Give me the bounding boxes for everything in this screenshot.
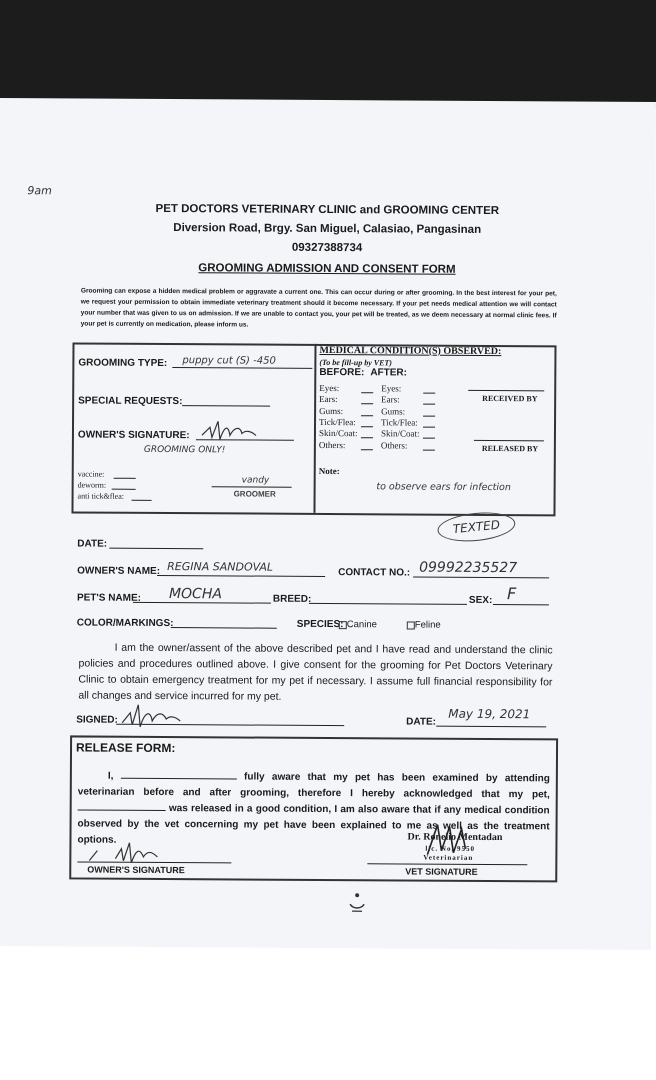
- signed-date-line[interactable]: [436, 726, 546, 728]
- scan-background-top: [0, 0, 656, 108]
- sex-value: F: [506, 584, 517, 604]
- after-label: AFTER:: [370, 367, 408, 379]
- medical-before-label: Skin/Coat:: [318, 428, 358, 439]
- vaccine-label: vaccine:: [77, 469, 105, 479]
- medical-before-label: Gums:: [319, 405, 344, 416]
- contact-value: 09992235527: [419, 559, 518, 577]
- release-name-line[interactable]: [121, 769, 237, 780]
- medical-after-line[interactable]: [423, 415, 435, 416]
- medical-before-line[interactable]: [361, 415, 373, 416]
- medical-before-label: Ears:: [319, 394, 338, 405]
- release-text-a: fully aware that my pet has been examined by attending veterinarian before and after grooming, therefore I hereby acknowledged that my pet,: [77, 771, 550, 801]
- medical-subtitle: (To be fill-up by VET): [319, 357, 393, 368]
- groomer-name: vandy: [241, 475, 270, 486]
- medical-before-line[interactable]: [361, 437, 373, 438]
- medical-after-label: Skin/Coat:: [380, 428, 420, 439]
- feline-checkbox[interactable]: [407, 621, 415, 629]
- medical-before-line[interactable]: [361, 404, 373, 405]
- medical-before-label: Tick/Flea:: [319, 416, 356, 428]
- vet-name: Dr. Ronelio Mentadan: [407, 831, 503, 844]
- owner-signature-label: OWNER'S SIGNATURE:: [77, 429, 190, 442]
- medical-before-line[interactable]: [361, 449, 373, 450]
- vaccine-line[interactable]: [114, 478, 136, 479]
- feline-label: Feline: [414, 619, 441, 631]
- texted-stamp: TEXTED: [436, 509, 516, 545]
- vet-signature-scribble: [423, 821, 476, 861]
- owner-name-value: REGINA SANDOVAL: [167, 560, 274, 574]
- breed-line[interactable]: [309, 603, 467, 605]
- medical-after-line[interactable]: [423, 404, 435, 405]
- grooming-type-label: GROOMING TYPE:: [78, 357, 168, 370]
- before-label: BEFORE:: [319, 366, 365, 379]
- pet-name-label: PET'S NAME:: [76, 592, 142, 604]
- date-label: DATE:: [77, 538, 108, 550]
- clinic-phone: 09327388734: [291, 241, 363, 255]
- color-label: COLOR/MARKINGS:: [76, 617, 174, 630]
- signed-label: SIGNED:: [76, 714, 118, 726]
- date-line[interactable]: [109, 548, 203, 550]
- medical-before-label: Others:: [318, 439, 346, 450]
- grooming-form-page: [0, 98, 656, 950]
- groomer-label: GROOMER: [233, 489, 276, 499]
- anti-tick-line[interactable]: [132, 500, 152, 501]
- contact-line[interactable]: [413, 577, 549, 579]
- release-i-label: I,: [107, 770, 114, 782]
- pet-name-value: MOCHA: [168, 586, 223, 603]
- signed-date-label: DATE:: [406, 716, 437, 728]
- medical-after-label: Ears:: [381, 394, 400, 405]
- medical-after-label: Eyes:: [381, 383, 402, 394]
- color-line[interactable]: [171, 627, 277, 629]
- signed-signature-scribble: [120, 701, 184, 729]
- form-title: GROOMING ADMISSION AND CONSENT FORM: [198, 262, 456, 276]
- owner-signature-scribble-1: [200, 417, 260, 443]
- species-label: SPECIES:: [296, 618, 344, 631]
- vet-title: Veterinarian: [423, 853, 474, 862]
- vet-license: lic. No. 9550: [425, 844, 476, 853]
- contact-label: CONTACT NO.:: [338, 567, 411, 579]
- clinic-address: Diversion Road, Brgy. San Miguel, Calasiao, Pangasinan: [173, 222, 482, 236]
- deworm-line[interactable]: [112, 489, 136, 490]
- special-requests-label: SPECIAL REQUESTS:: [78, 395, 183, 408]
- medical-after-label: Gums:: [381, 405, 406, 417]
- breed-label: BREED:: [272, 593, 312, 605]
- scan-mark-icon: [347, 892, 367, 914]
- medical-after-line[interactable]: [423, 393, 435, 394]
- sex-line[interactable]: [493, 604, 549, 605]
- margin-note: 9am: [27, 184, 52, 198]
- anti-tick-label: anti tick&flea:: [77, 491, 125, 501]
- note-value: to observe ears for infection: [376, 481, 511, 494]
- medical-after-line[interactable]: [423, 449, 435, 450]
- intro-paragraph: Grooming can expose a hidden medical problem or aggravate a current one. This can occur during or after grooming. In the best interest for your pet, we request your permission to obtain immediate veterinary treatment should it become necessary. If your pet needs medical attention we will contact your number that was given to us on admission. If we are unable to contact you, your pet will be treated, as we deem necessary at normal clinic fees. If your pet is currently on medication, please inform us.: [80, 287, 557, 329]
- grooming-only-note: GROOMING ONLY!: [143, 444, 226, 456]
- signed-date-value: May 19, 2021: [448, 706, 531, 722]
- medical-after-line[interactable]: [423, 426, 435, 427]
- owner-name-line[interactable]: [157, 575, 325, 577]
- owner-signature-scribble-2: [85, 839, 165, 865]
- medical-after-label: Tick/Flea:: [381, 417, 418, 428]
- medical-after-line[interactable]: [423, 438, 435, 439]
- canine-label: Canine: [346, 619, 377, 631]
- released-by-label: RELEASED BY: [481, 443, 539, 454]
- grooming-type-value[interactable]: puppy cut (S) -450: [182, 355, 276, 367]
- vet-sig-label: VET SIGNATURE: [405, 866, 478, 877]
- medical-after-label: Others:: [380, 439, 408, 450]
- note-label: Note:: [318, 465, 340, 477]
- release-pet-line[interactable]: [78, 800, 166, 811]
- sex-label: SEX:: [468, 594, 493, 607]
- medical-before-line[interactable]: [361, 426, 373, 427]
- received-by-label: RECEIVED BY: [482, 393, 538, 404]
- canine-checkbox[interactable]: [339, 621, 347, 629]
- clinic-name: PET DOCTORS VETERINARY CLINIC and GROOMING CENTER: [155, 202, 500, 218]
- medical-title: MEDICAL CONDITION(S) OBSERVED:: [319, 344, 502, 358]
- medical-before-line[interactable]: [361, 392, 373, 393]
- medical-before-label: Eyes:: [319, 382, 340, 394]
- release-text-b: was released in a good condition, I am also aware that if any medical condition observed by the vet concerning my pet have been explained to me as well as the treatment options.: [77, 803, 550, 846]
- owner-release-sig-label: OWNER'S SIGNATURE: [87, 864, 185, 876]
- consent-paragraph: I am the owner/assent of the above described pet and I have read and understand the clinic policies and procedures outlined above. I give consent for the grooming for Pet Doctors Veterinary Clinic to obtain emergency treatment for my pet if necessary. I assume full financial responsibility for all changes and service incurred for my pet.: [78, 641, 553, 703]
- owner-name-label: OWNER'S NAME:: [77, 565, 161, 577]
- deworm-label: deworm:: [77, 480, 107, 490]
- release-title: RELEASE FORM:: [75, 740, 176, 756]
